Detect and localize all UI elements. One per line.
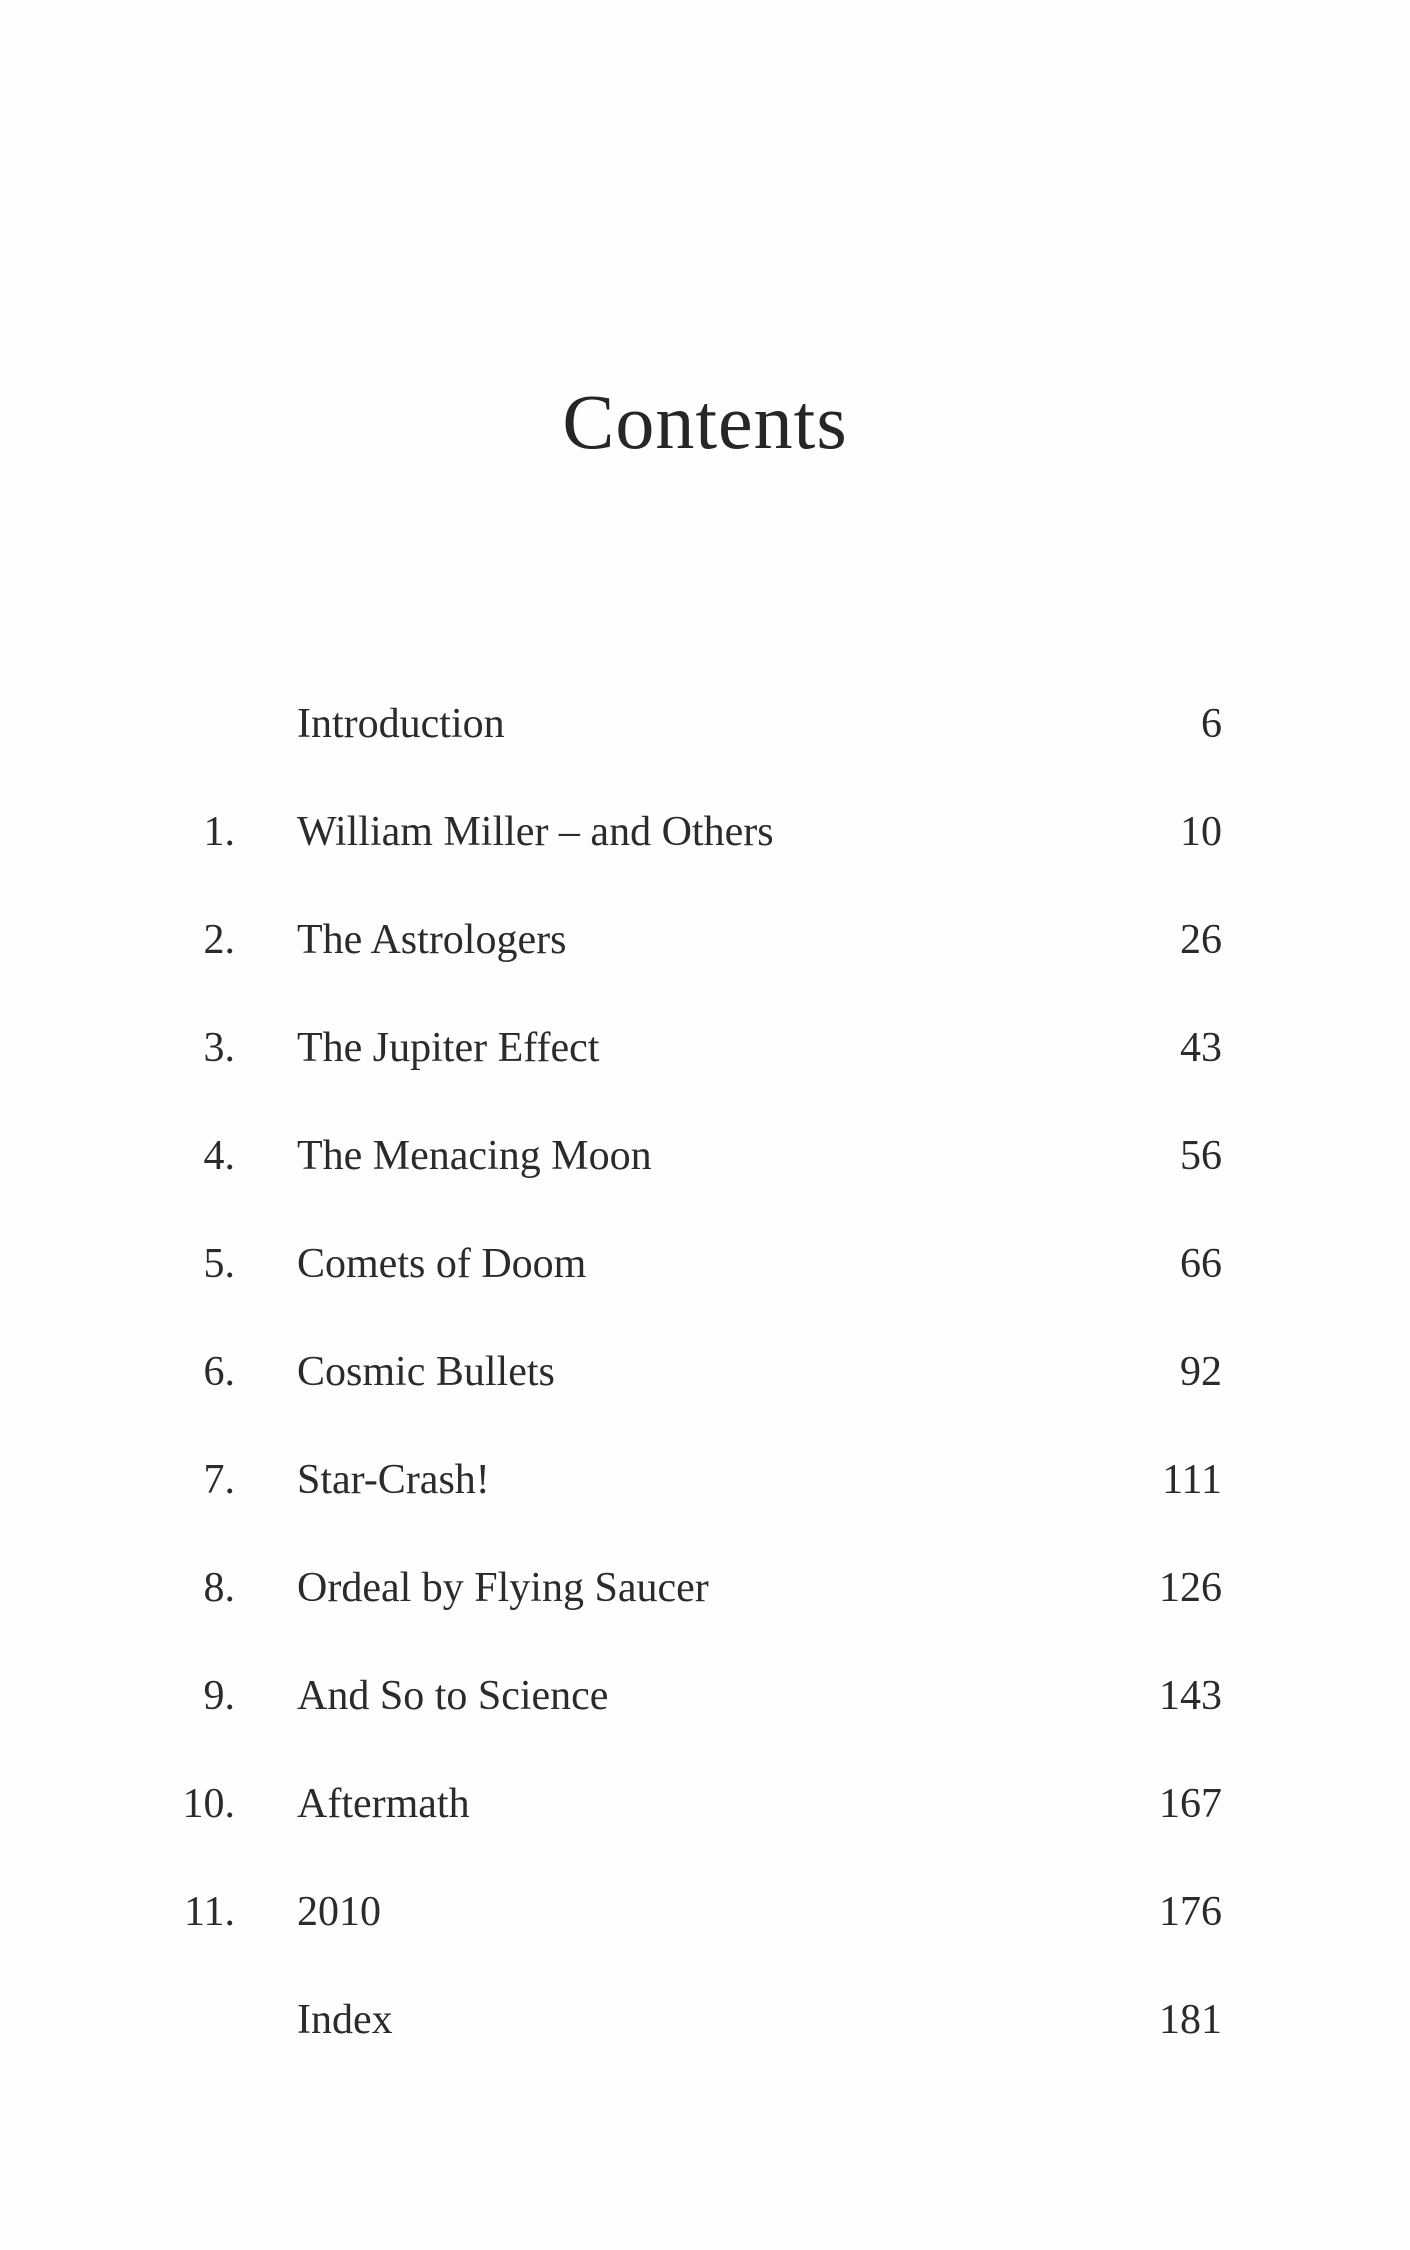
toc-entry-number: 10. [182, 1781, 235, 1827]
toc-entry-page: 143 [1159, 1673, 1222, 1719]
toc-entry-page: 111 [1162, 1457, 1222, 1503]
toc-entry-number: 3. [203, 1025, 235, 1071]
toc-entry-page: 10 [1180, 809, 1222, 855]
toc-entry-number: 6. [203, 1349, 235, 1395]
toc-entry-page: 26 [1180, 917, 1222, 963]
toc-entry-title: Index [297, 1997, 393, 2043]
toc-entry-page: 6 [1201, 701, 1222, 747]
page-title: Contents [562, 378, 848, 466]
toc-entry [0, 808, 1410, 868]
toc-entry-title: The Menacing Moon [297, 1133, 652, 1179]
toc-entry-title: The Astrologers [297, 917, 567, 963]
toc-entry-page: 66 [1180, 1241, 1222, 1287]
toc-entry-title: Cosmic Bullets [297, 1349, 555, 1395]
toc-entry-title: 2010 [297, 1889, 381, 1935]
toc-entry-number: 1. [203, 809, 235, 855]
toc-entry-page: 176 [1159, 1889, 1222, 1935]
toc-entry-page: 126 [1159, 1565, 1222, 1611]
toc-entry [0, 1996, 1410, 2056]
toc-entry [0, 1780, 1410, 1840]
toc-entry [0, 1888, 1410, 1948]
toc-entry-page: 43 [1180, 1025, 1222, 1071]
toc-entry [0, 1564, 1410, 1624]
toc-entry-page: 167 [1159, 1781, 1222, 1827]
toc-entry-number: 8. [203, 1565, 235, 1611]
toc-entry-page: 92 [1180, 1349, 1222, 1395]
toc-entry-title: Comets of Doom [297, 1241, 587, 1287]
toc-entry-number: 9. [203, 1673, 235, 1719]
toc-entry-number: 5. [203, 1241, 235, 1287]
toc-entry [0, 1456, 1410, 1516]
toc-entry-number: 2. [203, 917, 235, 963]
toc-entry-title: And So to Science [297, 1673, 609, 1719]
toc-entry [0, 1132, 1410, 1192]
toc-entry-title: William Miller – and Others [297, 809, 774, 855]
toc-entry [0, 1672, 1410, 1732]
toc-entry-number: 11. [184, 1889, 235, 1935]
toc-entry [0, 700, 1410, 760]
toc-entry [0, 1348, 1410, 1408]
toc-entry-number: 7. [203, 1457, 235, 1503]
toc-entry-title: Introduction [297, 701, 505, 747]
toc-entry-title: Star-Crash! [297, 1457, 490, 1503]
toc-entry [0, 1240, 1410, 1300]
toc-entry-number: 4. [203, 1133, 235, 1179]
toc-entry-title: The Jupiter Effect [297, 1025, 600, 1071]
toc-entry-page: 56 [1180, 1133, 1222, 1179]
toc-entry-page: 181 [1159, 1997, 1222, 2043]
toc-entry-title: Aftermath [297, 1781, 470, 1827]
toc-entry [0, 916, 1410, 976]
toc-entry-title: Ordeal by Flying Saucer [297, 1565, 709, 1611]
toc-entry [0, 1024, 1410, 1084]
